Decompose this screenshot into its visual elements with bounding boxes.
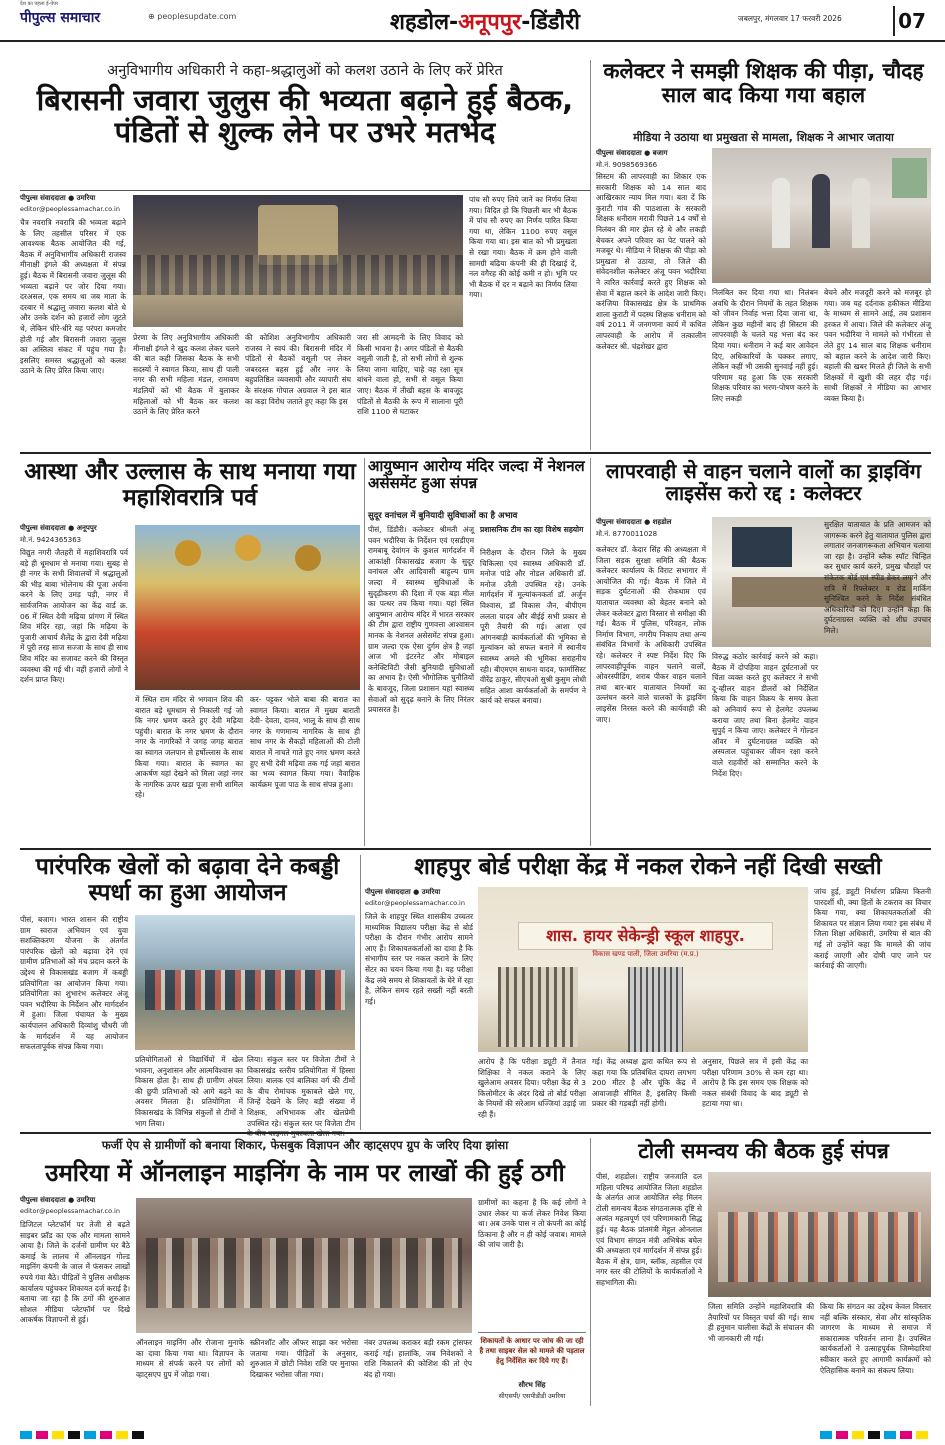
story8-byline: पीपुल्स संवाददाता ● उमरिया	[20, 1196, 96, 1204]
official-quote: शिकायतों के आधार पर जांच की जा रही है तथा साइबर सेल को मामले की पड़ताल हेतु निर्देशित कर दिये गए हैं।	[479, 1337, 585, 1365]
story5-phone: मो.नं. 8770011028	[596, 530, 658, 538]
divider	[590, 60, 591, 450]
story5-column-3: सुरक्षित यातायात के प्रति आमजन को जागरूक करने हेतु यातायात पुलिस द्वारा लगातार जनजागरूकता अभियान चलाया जा रहा है। उन्होंने ब्लैक स्पॉट चिन्हित कर सुधार कार्य करने, प्रमुख चौराहों पर संकेतक बोर्ड एवं स्पीड ब्रेकर लगाने और रात्रि में रिफ्लेक्टर व रोड मार्किंग सुनिश्चित करने के निर्देश संबंधित अधिकारियों को दिए। उन्होंने कहा कि दुर्घटनाग्रस्त व्यक्ति को शीघ्र उपचार मिले।	[824, 520, 931, 635]
story9-headline: टोली समन्वय की बैठक हुई संपन्न	[638, 1139, 889, 1163]
kalash-procession-photo	[135, 525, 360, 690]
story9-column-1: पीसं, शहडोल। राष्ट्रीय जनजाति दल महिला परिषद आयोजित जिला शहडोल के अंतर्गत आज आयोजित स्नेह मिलन टोली समन्वय बैठक संगठनात्मक दृष्टि से अत्यंत महत्वपूर्ण एवं परिणामकारी सिद्ध हुई। यह बैठक प्रांतमंत्री मेहुल ओनलाल एवं विभाग संगठन मंत्री अभिषेक बघेल की अध्यक्षता एवं मार्गदर्शन में संपन्न हुई। बैठक में क्षेत्र, ग्राम, ब्लॉक, तहसील एवं नगर स्तर की टोलियों के कार्यकर्ताओं ने सहभागिता की।	[596, 1172, 702, 1287]
divider	[590, 1138, 591, 1406]
globe-icon: ⊕	[148, 12, 158, 21]
section-title: शहडोल-अनूपपुर-डिंडौरी	[390, 10, 580, 35]
divider	[364, 458, 365, 846]
website[interactable]: ⊕ peoplesupdate.com	[148, 12, 237, 21]
story5-column-2: विरुद्ध कठोर कार्रवाई करने को कहा। बैठक में दोपहिया वाहन दुर्घटनाओं पर चिंता व्यक्त करते हुए कलेक्टर ने सभी दू-व्हीलर वाहन डीलरों को निर्देशित किया कि वाहन विक्रय के समय क्रेता को अनिवार्य रूप से हेलमेट उपलब्ध कराया जाए तथा बिना हेलमेट वाहन सुपुर्द न किया जाए। कलेक्टर ने गोल्डन ऑवर में दुर्घटनाग्रस्त व्यक्ति को अस्पताल पहुंचाकर जीवन रक्षा करने वाले राहवीरों को सम्मानित करने के निर्देश दिए।	[712, 652, 818, 778]
collector-office-photo	[712, 148, 931, 283]
story2-subhead: मीडिया ने उठाया था प्रमुखता से मामला, शिक्षक ने आभार जताया	[633, 131, 894, 144]
quote-author: सौरभ सिंह	[518, 1381, 546, 1389]
story8-column-1: डिजिटल प्लेटफॉर्म पर तेजी से बढ़ते साइबर फ्रॉड का एक और मामला सामने आया है। जिले के दर्जनों ग्रामीण घर बैठे कमाई के लालच में ऑनलाइन गोल्ड माइनिंग कंपनी के जाल में फंसकर लाखों रुपये गंवा बैठे। पीड़ितों ने पुलिस अधीक्षक कार्यालय पहुंचकर शिकायत दर्ज कराई है। बताया जा रहा है कि ठगों की शुरुआत सोशल मीडिया प्लेटफॉर्म पर दिखे आकर्षक विज्ञापनों से हुई।	[20, 1220, 130, 1325]
color-registration-bar	[20, 1431, 144, 1441]
story7-email[interactable]: editor@peoplessamachar.co.in	[365, 899, 465, 907]
story8-column-2: ऑनलाइन माइनिंग और रोजाना मुनाफे का दावा किया गया था। विज्ञापन के माध्यम से संपर्क करने पर लोगों को व्हाट्सएप ग्रुप में जोड़ा गया।	[136, 1338, 244, 1379]
story4-subhead-2: प्रशासनिक टीम का रहा विशेष सहयोग	[480, 525, 584, 534]
divider	[20, 452, 931, 454]
brand-logo: पीपुल्स समाचार	[20, 10, 101, 26]
story3-headline: आस्था और उल्लास के साथ मनाया गया महाशिवरात्रि पर्व	[24, 459, 356, 511]
page-number: 07	[893, 6, 929, 36]
dateline: जबलपुर, मंगलवार 17 फरवरी 2026	[738, 14, 842, 23]
story8-headline: उमरिया में ऑनलाइन माइनिंग के नाम पर लाखों की हुई ठगी	[45, 1159, 565, 1187]
story3-phone: मो.नं. 9424365363	[20, 536, 82, 544]
story7-column-4: अनुसार, पिछले सत्र में इसी केंद्र का परीक्षा परिणाम 30% से कम रहा था। आरोप है कि इस समय एक शिक्षक को नकल संबंधी विवाद के बाद ड्यूटी से हटाया गया था।	[702, 1057, 808, 1109]
group-meeting-photo	[708, 1172, 931, 1297]
divider	[20, 848, 931, 850]
story3-byline: पीपुल्स संवाददाता ● अनूपपुर	[20, 524, 97, 532]
story4-column-1: पीसं, डिंडौरी। कलेक्टर श्रीमती अंजू पवन भदौरिया के निर्देशन एवं एसडीएम रामबाबू देवांगन के कुशल मार्गदर्शन में आकांक्षी विकासखंड बजाग के सुदूर वनांचल और आदिवासी बाहुल्य ग्राम जल्दा में स्वास्थ्य सुविधाओं के सुदृढ़ीकरण की दिशा में एक बड़ा मील का पत्थर तय किया गया। यहां स्थित आयुष्मान आरोग्य मंदिर में भारत सरकार की टीम द्वारा राष्ट्रीय गुणवत्ता आश्वासन मानक के नेशनल असेसमेंट संपन्न हुआ। ग्राम जल्दा एक ऐसा दुर्गम क्षेत्र है जहां आज भी इंटरनेट और मोबाइल कनेक्टिविटी जैसी बुनियादी सुविधाओं का अभाव है। ऐसी भौगोलिक चुनौतियों के बावजूद, जिला प्रशासन यहां स्वास्थ्य सेवाओं को सुदृढ़ बनाने के लिए निरंतर प्रयासरत है।	[368, 525, 474, 715]
story6-headline: पारंपरिक खेलों को बढ़ावा देने कबड्डी स्पर्धा का हुआ आयोजन	[35, 854, 340, 906]
story8-column-5: ग्रामीणों का कहना है कि कई लोगों ने उधार लेकर या कर्ज लेकर निवेश किया था। अब उनके पास न तो कंपनी का कोई ठिकाना है और न ही कोई जवाब। मामले की जांच जारी है।	[478, 1198, 586, 1250]
story8-column-3: स्क्रीनशॉट और ऑफर साझा कर भरोसा जताया गया। पीड़ितों के अनुसार, शुरुआत में छोटी निवेश राशि पर मुनाफा दिखाकर भरोसा जीता गया।	[250, 1338, 358, 1379]
brand-tagline: देश का पहला ई-पेपर	[20, 1, 59, 7]
story1-column-1: चैत्र नवरात्रि नवरात्रि की भव्यता बढ़ाने के लिए तहसील परिसर में एक आवश्यक बैठक आयोजित की गई, बैठक में अनुविभागीय अधिकारी राजस्व मीनाक्षी इंगले की अध्यक्षता में संपन्न हुई। बैठक में बिरासनी जवारा जुलूस की भव्यता बढ़ाने पर जोर दिया गया। दरअसल, एक समय था जब माता के दरबार में श्रद्धालु जवारा कलश बोते थे और उनके दर्शन को हजारों लोग जुटते थे, लेकिन धीरे-धीरे यह परंपरा कमजोर होती गई और बिरासनी जवारा जुलूस का अस्तित्व संकट में पहुंच गया है। इसलिए समस्त श्रद्धालुओं को कलश उठाने के लिए प्रेरित किया जाए।	[20, 218, 126, 376]
story1-email[interactable]: editor@peoplessamachar.co.in	[20, 205, 120, 213]
story2-column-2: निलंबित कर दिया गया था। निलंबन अवधि के दौरान नियमों के तहत शिक्षक को जीवन निर्वाह भत्ता दिया जाना था, लेकिन कुछ महीनों बाद ही सिस्टम की लापरवाही के चलते यह भत्ता बंद कर दिया गया। धनीराम ने कई बार आवेदन दिए, अधिकारियों के चक्कर लगाए, लेकिन कहीं भी उसकी सुनवाई नहीं हुई। परिणाम यह हुआ कि एक सरकारी शिक्षक परिवार का भरण-पोषण करने के लिए लकड़ी	[712, 288, 818, 403]
divider	[590, 458, 591, 846]
story5-byline: पीपुल्स संवाददाता ● शहडोल	[596, 518, 672, 526]
story4-subhead: सुदूर वनांचल में बुनियादी सुविधाओं का है अभाव	[368, 511, 518, 521]
story2-column-3: बेचने और मजदूरी करने को मजबूर हो गया। जब यह दर्दनाक हकीकत मीडिया के माध्यम से सामने आई, तब प्रशासन हरकत में आया। जिले की कलेक्टर अंजू पवन भदौरिया ने मामले को गंभीरता से लेते हुए 14 साल बाद शिक्षक धनीराम को बहाल करने के आदेश जारी किए। बहाली की खबर मिलते ही जिले के सभी शिक्षकों में खुशी की लहर दौड़ गई। साथी शिक्षकों ने मीडिया का आभार व्यक्त किया है।	[824, 288, 931, 403]
story7-headline: शाहपुर बोर्ड परीक्षा केंद्र में नकल रोकने नहीं दिखी सख्ती	[414, 854, 882, 880]
story7-column-1: जिले के शाहपुर स्थित शासकीय उच्चतर माध्यमिक विद्यालय परीक्षा केंद्र से बोर्ड परीक्षा के दौरान गंभीर आरोप सामने आए हैं। शिकायतकर्ताओं का दावा है कि संभागीय स्तर पर नकल कराने के लिए सेंटर का चयन किया गया है। यह परीक्षा केंद्र लंबे समय से शिकायतों के घेरे में रहा है, लेकिन समय रहते सख्ती नहीं बरती गई।	[365, 912, 473, 1006]
story7-column-2: आरोप है कि परीक्षा ड्यूटी में तैनात शिक्षिका ने नकल कराने के लिए खुलेआम अवसर दिया। परीक्षा केंद्र से 3 किलोमीटर के अंदर दिखे तो बोर्ड परीक्षा के नियमों की सरेआम धज्जियां उड़ाई जा रही हैं।	[478, 1057, 586, 1119]
story1-kicker: अनुविभागीय अधिकारी ने कहा-श्रद्धालुओं को कलश उठाने के लिए करें प्रेरित	[107, 63, 503, 79]
story1-headline: बिरासनी जवारा जुलुस की भव्यता बढ़ाने हुई बैठक, पंडितों से शुल्क लेने पर उभरे मतभेद	[36, 83, 574, 150]
story8-kicker: फर्जी ऐप से ग्रामीणों को बनाया शिकार, फेसबुक विज्ञापन और व्हाट्सएप ग्रुप के जरिए दिया झांसा	[101, 1138, 509, 1152]
story8-column-4: नंबर उपलब्ध कराकर बड़ी रकम ट्रांसफर कराई गई। हालांकि, जब निवेशकों ने राशि निकालने की कोशिश की तो ऐप बंद हो गया।	[364, 1338, 472, 1379]
story9-column-2: जिला समिति उन्होंने महाशिवरात्रि की तैयारियों पर विस्तृत चर्चा की गई। साथ ही हनुमान चालीसा केंद्रों के संचालन की भी जानकारी ली गई।	[708, 1302, 814, 1343]
story6-column-2: प्रतियोगिताओं से विद्यार्थियों में खेल भावना, अनुशासन और आत्मविश्वास का विकास होता है। साथ ही ग्रामीण अंचल की छुपी प्रतिभाओं को आगे बढ़ने का अवसर मिलता है। प्रतियोगिता में विकासखंड के विभिन्न संकुलों से टीमों ने भाग लिया।	[135, 1055, 243, 1128]
color-registration-bar	[820, 1431, 928, 1441]
official-quote-box	[478, 1332, 586, 1404]
story7-byline: पीपुल्स संवाददाता ● उमरिया	[365, 888, 441, 896]
story6-column-3: लिया। संकुल स्तर पर विजेता टीमों ने विकासखंड स्तरीय प्रतियोगिता में हिस्सा लिया। बालक एवं बालिका वर्ग की टीमों के बीच रोमांचक मुकाबले खेले गए, जिन्हें देखने के लिए बड़ी संख्या में शिक्षक, अभिभावक और खेलप्रेमी उपस्थित रहे। संकुल स्तर पर विजेता टीम	[247, 1055, 355, 1128]
school-sign: शास. हायर सेकेन्ड्री स्कूल शाहपुर.	[518, 922, 773, 950]
story5-column-1: कलेक्टर डॉ. केदार सिंह की अध्यक्षता में जिला सड़क सुरक्षा समिति की बैठक कलेक्टर कार्यालय के विराट सभागार में आयोजित की गई। बैठक में जिले में सड़क दुर्घटनाओं की रोकथाम एवं यातायात व्यवस्था को बेहतर बनाने को लेकर कलेक्टर द्वारा विस्तार से समीक्षा की गई। बैठक में पुलिस, परिवहन, लोक निर्माण विभाग, नगरीय निकाय तथा अन्य संबंधित विभागों के अधिकारी उपस्थित रहे। कलेक्टर ने स्पष्ट निर्देश दिए कि लापरवाहीपूर्वक वाहन चलाने वालों, ओवरस्पीडिंग, शराब पीकर वाहन चलाने तथा बार-बार यातायात नियमों का उल्लंघन करने वाले चालकों के ड्राइविंग लाइसेंस निरस्त करने की कार्यवाही की जाए।	[596, 545, 706, 724]
divider	[20, 1132, 931, 1134]
temple-meeting-photo	[133, 195, 463, 327]
story9-column-3: किया कि संगठन का उद्देश्य केवल विस्तार नहीं बल्कि संस्कार, सेवा और सांस्कृतिक जागरण के माध्यम से समाज में सकारात्मक परिवर्तन लाना है। उपस्थित कार्यकर्ताओं ने उत्साहपूर्वक जिम्मेदारियां स्वीकार करते हुए आगामी कार्यक्रमों को ऐतिहासिक बनाने का संकल्प लिया।	[820, 1302, 931, 1375]
story1-column-4: जरा सी आमदनी के लिए विवाद को किसी भावना है। अगर पंडितों से बैठकी वसूली जाती है, तो सभी लोगों से शुल्क लिया जाना चाहिए, चाहे वह रक्षा सूत्र बांधने वाला हो, सभी से वसूल किया जाए। बैठक में तीखी बहस के बावजूद पंडितों से बैठकी के रूप में सालाना पूरी राशि 1100 से घटाकर	[357, 333, 463, 417]
story2-byline: पीपुल्स संवाददाता ● बजाग	[596, 149, 668, 157]
story1-column-2: प्रेरणा के लिए अनुविभागीय अधिकारी मीनाक्षी इंगले ने खुद कलश लेकर चलने की बात कही जिसका बैठक के सभी सदस्यों ने स्वागत किया, साथ ही पाली नगर की सभी महिला मंडल, रामायण मंडलियों को भी बैठक में बुलाकर महिलाओं को भी बैठक कर कलश उठाने के लिए प्रेरित करने	[133, 333, 239, 417]
story1-byline: पीपुल्स संवाददाता ● उमरिया	[20, 194, 96, 202]
divider	[360, 855, 361, 1130]
story1-column-5: पांच सौ रुपए लिये जाने का निर्णय लिया गया। विदित हो कि पिछली बार भी बैठक में पांच सौ रुपए का निर्णय पारित किया गया था, लेकिन 1100 रुपए वसूल किया गया था। इस बात को भी प्रमुखता से रखा गया। बैठक में क्रम होने वाली सामग्री बढ़िया कंपनी की ही दिखाई दें, नल वगैरह की कोई कमी न हो। भूमि पर भी बैठक में दर न बढ़ाने का निर्णय लिया गया।	[469, 195, 577, 300]
quote-author-role: सीएसपी/ एसपीडीडी उमरिया	[498, 1392, 566, 1400]
story8-email[interactable]: editor@peoplessamachar.co.in	[20, 1207, 120, 1215]
kabaddi-team-photo	[135, 915, 355, 1050]
story4-column-2: निरीक्षण के दौरान जिले के मुख्य चिकित्सा एवं स्वास्थ्य अधिकारी डॉ. मनोज पांडे और नोडल अधिकारी डॉ. मनोज उरैती उपस्थित रहे। उनके मार्गदर्शन में मूल्यांकनकर्ता डॉ. अर्जुन विश्वास, डॉ विकास जैन, बीपीएम ललता यादव और बीईई सभी प्रकार से पूरी तैयारी की गई। आशा एवं आंगनबाड़ी कार्यकर्ताओं की भूमिका से मूल्यांकन को सफल बनाने में स्थानीय स्वास्थ्य अमले की भूमिका सराहनीय रही। बीएमएम साधना यादव, फार्मासिस्ट वीरेंद्र ठाकुर, सीएचओ सुश्री कुसुम लोधी सहित आशा कार्यकर्ताओं के समर्पण ने कार्य को सफल बनाया।	[480, 548, 586, 706]
story5-headline: लापरवाही से वाहन चलाने वालों का ड्राइविंग लाइसेंस करो रद्द : कलेक्टर	[605, 459, 922, 506]
story2-column-1: सिस्टम की लापरवाही का शिकार एक सरकारी शिक्षक को 14 साल बाद आखिरकार न्याय मिल गया। बता दें कि कुराटी गांव की पाठशाला के सरकारी शिक्षक धनीराम मरावी पिछले 14 वर्षों से निलंबन की मार झेल रहे थे और लकड़ी बेचकर अपने परिवार का पेट पालने को मजबूर थे। मीडिया ने शिक्षक की पीड़ा को प्रमुखता से उठाया, तो जिले की संवेदनशील कलेक्टर अंजू पवन भदौरिया ने त्वरित कार्रवाई करते हुए शिक्षक को सेवा में बहाल करने के आदेश जारी किए। करंजिया विकासखंड क्षेत्र के प्राथमिक शाला कुराटी में पदस्थ शिक्षक धनीराम को वर्ष 2011 में जनगणना कार्य में कथित लापरवाही के आरोप में तत्कालीन कलेक्टर श्री. चंद्रशेखर द्वारा	[596, 172, 706, 351]
story4-headline: आयुष्मान आरोग्य मंदिर जल्दा में नेशनल असेसमेंट हुआ संपन्न	[368, 457, 585, 492]
story3-column-3: कर- पट्टकर भोले बाबा की बारात का स्वागत किया। बारात में मुख्य बाराती देवी- देवता, दानव, भालू के साथ ही साथ नगर के गणमान्य नागरिक के साथ ही साथ नगर के सैकड़ों महिलाओं की टोली बारात में नाचते गाते हुए नगर भ्रमण करते हुए सभी देवी मढ़िया तक गई जहां बारात का भव्य स्वागत किया गया। वैवाहिक कार्यक्रम पूजा पाठ के साथ संपन्न हुआ।	[250, 695, 360, 789]
story6-column-1: पीसं, बजाग। भारत शासन की राष्ट्रीय ग्राम स्वराज अभियान एवं युवा सशक्तिकरण योजना के अंतर्गत पारंपरिक खेलों को बढ़ावा देने एवं ग्रामीण प्रतिभाओं को मंच प्रदान करने के उद्देश्य से विकासखंड बजाग में कबड्डी प्रतियोगिता का आयोजन किया गया। प्रतियोगिता का शुभारंभ कलेक्टर अंजू पवन भदौरिया के निर्देशन और मार्गदर्शन में हुआ। जिला पंचायत के मुख्य कार्यपालन अधिकारी दिव्यांशु चौधरी जी के मार्गदर्शन में यह आयोजन सफलतापूर्वक संपन्न किया गया।	[20, 915, 128, 1052]
school-sign-subtitle: विकास खण्ड पाली, जिला उमरिया (म.प्र.)	[592, 950, 699, 958]
school-building-photo	[478, 887, 808, 1052]
story7-column-5: जांच हुई, ड्यूटी निर्धारण प्रक्रिया कितनी पारदर्शी थी, क्या हितों के टकराव का विचार किया गया, क्या शिकायतकर्ताओं की शिकायत पर संज्ञान लिया गया? इस संबंध में जिला शिक्षा अधिकारी, उमरिया से बात की गई तो उन्होंने कहा कि मामले की जांच कराई जाएगी और दोषी पाए जाने पर कार्रवाई की जाएगी।	[814, 887, 931, 971]
divider	[20, 190, 590, 191]
story3-column-1: विद्युत नगरी जैतहरी में महाशिवरात्रि पर्व बड़े ही धूमधाम से मनाया गया। सुबह से ही नगर के सभी शिवालयों में श्रद्धालुओं की भीड़ बाबा भोलेनाथ की पूजा अर्चना करने के लिए उमड़ पड़ी, नगर में सार्वजनिक आयोजन का केंद्र वार्ड क्र. 06 में स्थित देवी मढ़िया प्रांगण में स्थित शिव मंदिर रहा, जहां कि मढ़िया के पुजारी आचार्य शैलेंद्र के द्वारा देवी मढ़िया में पूरी तरह साज सज्जा के साथ ही साथ शिव मंदिर का सजावट करने की विस्तृत व्यवस्था की गई थी। वहीं हजारों लोगों ने दर्शन प्राप्त किए।	[20, 548, 128, 685]
story2-headline: कलेक्टर ने समझी शिक्षक की पीड़ा, चौदह साल बाद किया गया बहाल	[603, 59, 924, 107]
story2-phone: मो.नं. 9098569366	[596, 161, 658, 169]
story1-column-3: की कोशिश अनुविभागीय अधिकारी राजस्व ने स्वयं की। बिरासनी मंदिर में पंडितों से बैठकों वसूली पर लेकर जबरदस्त बहस हुई और नगर के बहुप्रतिष्ठित व्यवसायी और व्यापारी संघ के संरक्षक गोपाल अग्रवाल ने इस बात का कड़ा विरोध जताते हुए कहा कि इस	[245, 333, 351, 406]
story7-column-3: गई। केंद्र अध्यक्ष द्वारा कथित रूप से कहा गया कि प्रतिबंधित दायरा लगभग 200 मीटर है और चूंकि केंद्र में आवाजाही सीमित है, इसलिए किसी प्रकार की गड़बड़ी नहीं होगी।	[592, 1057, 696, 1109]
fraud-victims-photo	[136, 1198, 472, 1333]
story3-column-2: में स्थित राम मंदिर से भगवान शिव की बारात बड़े धूमधाम से निकाली गई जो कि नगर भ्रमण करते हुए देवी मढ़िया पहुंची। बारात के नगर भ्रमण के दौरान नगर के नागरिकों ने जगह जगह बारात का स्वागत जलपान से हर्षोल्लास के साथ किया गया। बारात के स्वागत का आकर्षण यहां देखने को मिला जहां नगर के नागरिक ऊपर खड़ा पूजा सभी शामिल रहे।	[135, 695, 243, 800]
masthead	[0, 0, 945, 42]
